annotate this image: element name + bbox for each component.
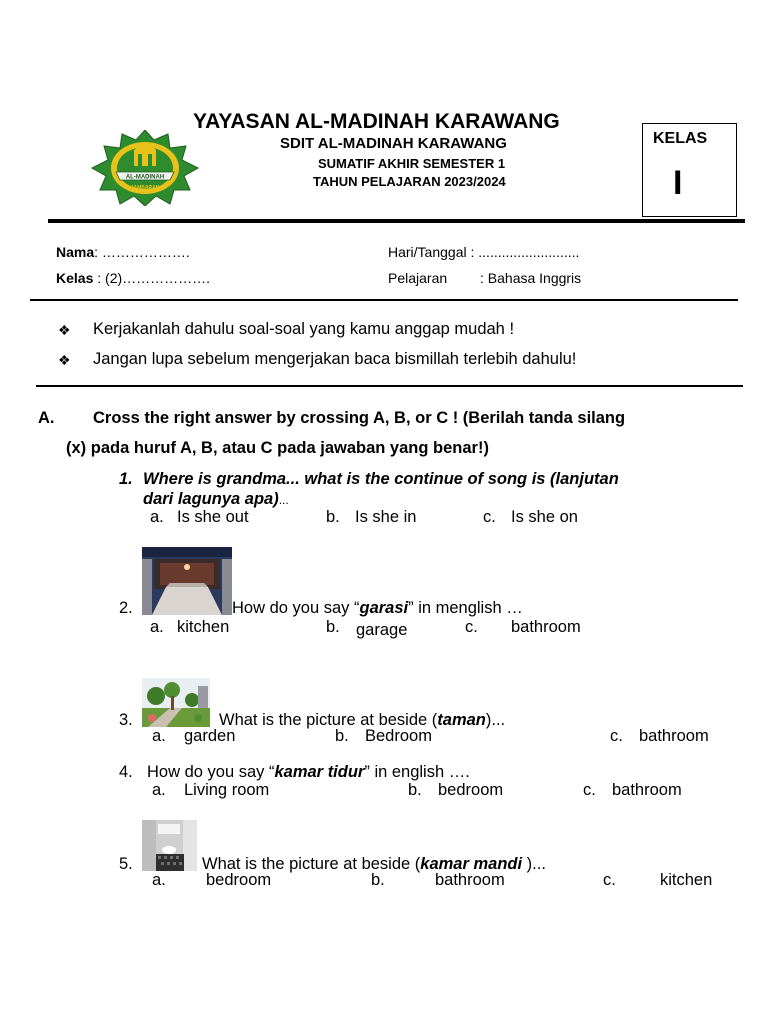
class-label: KELAS [653, 130, 708, 147]
option-c[interactable]: c. [583, 781, 596, 799]
option-b[interactable]: b. [326, 508, 340, 526]
question-number: 3. [119, 711, 133, 729]
option-a-text: bedroom [206, 871, 272, 889]
section-letter: A. [38, 409, 55, 427]
option-b-text: garage [356, 621, 408, 639]
option-c-text: bathroom [612, 781, 682, 799]
option-a-text: Is she out [177, 508, 249, 526]
question-text: What is the picture at beside (taman)... [219, 711, 506, 729]
question-text: How do you say “garasi” in menglish … [232, 599, 523, 617]
name-field[interactable]: Nama: ………………. [56, 244, 190, 260]
option-a[interactable]: a. [152, 871, 166, 889]
academic-year: TAHUN PELAJARAN 2023/2024 [313, 174, 506, 189]
option-a-text: garden [184, 727, 236, 745]
info-divider [30, 299, 738, 301]
option-b-text: Is she in [355, 508, 417, 526]
header-divider [48, 219, 745, 223]
school-logo [90, 130, 200, 206]
option-a[interactable]: a. [152, 781, 166, 799]
question-number: 1. [119, 470, 133, 488]
garage-picture [142, 547, 232, 615]
option-c[interactable]: c. [465, 618, 478, 636]
date-field[interactable]: Hari/Tanggal : .......................... [388, 244, 580, 260]
foundation-title: YAYASAN AL-MADINAH KARAWANG [193, 110, 560, 133]
section-instruction-line1: Cross the right answer by crossing A, B, or C ! (Berilah tanda silang [93, 409, 626, 427]
option-a[interactable]: a. [152, 727, 166, 745]
option-b-text: bathroom [435, 871, 505, 889]
option-c-text: Is she on [511, 508, 578, 526]
exam-name: SUMATIF AKHIR SEMESTER 1 [318, 156, 506, 171]
option-b[interactable]: b. [371, 871, 385, 889]
option-c-text: kitchen [660, 871, 713, 889]
option-c-text: bathroom [639, 727, 709, 745]
class-field[interactable]: Kelas : (2)………………. [56, 270, 211, 286]
question-text: How do you say “kamar tidur” in english …. [147, 763, 470, 781]
option-c[interactable]: c. [483, 508, 496, 526]
instructions-divider [36, 385, 743, 387]
bathroom-picture [142, 820, 197, 871]
bullet-icon: ❖ [58, 322, 71, 338]
option-b[interactable]: b. [408, 781, 422, 799]
question-number: 4. [119, 763, 133, 781]
question-number: 2. [119, 599, 133, 617]
option-a-text: kitchen [177, 618, 230, 636]
option-b-text: Bedroom [365, 727, 432, 745]
question-text-cont: dari lagunya apa)... [143, 490, 289, 508]
option-c-text: bathroom [511, 618, 581, 636]
school-name: SDIT AL-MADINAH KARAWANG [280, 135, 507, 152]
option-b[interactable]: b. [326, 618, 340, 636]
logo-banner-text: AL-MADINAH [125, 174, 165, 181]
question-number: 5. [119, 855, 133, 873]
option-b-text: bedroom [438, 781, 504, 799]
section-instruction-line2: (x) pada huruf A, B, atau C pada jawaban yang benar!) [66, 439, 489, 457]
class-value: I [673, 164, 683, 202]
option-a[interactable]: a. [150, 618, 164, 636]
bullet-icon: ❖ [58, 352, 71, 368]
option-c[interactable]: c. [603, 871, 616, 889]
garden-picture [142, 678, 210, 727]
option-a[interactable]: a. [150, 508, 164, 526]
option-a-text: Living room [184, 781, 270, 799]
instruction-item: Jangan lupa sebelum mengerjakan baca bismillah terlebih dahulu! [93, 350, 577, 368]
option-b[interactable]: b. [335, 727, 349, 745]
subject-field: Pelajaran : Bahasa Inggris [388, 270, 582, 286]
question-text: What is the picture at beside (kamar mandi )... [202, 855, 546, 873]
option-c[interactable]: c. [610, 727, 623, 745]
question-text: Where is grandma... what is the continue of song is (lanjutan [143, 470, 619, 488]
instruction-item: Kerjakanlah dahulu soal-soal yang kamu anggap mudah ! [93, 320, 515, 338]
class-box [642, 123, 737, 217]
logo-bottom-text: JAMBARAN [130, 185, 160, 191]
